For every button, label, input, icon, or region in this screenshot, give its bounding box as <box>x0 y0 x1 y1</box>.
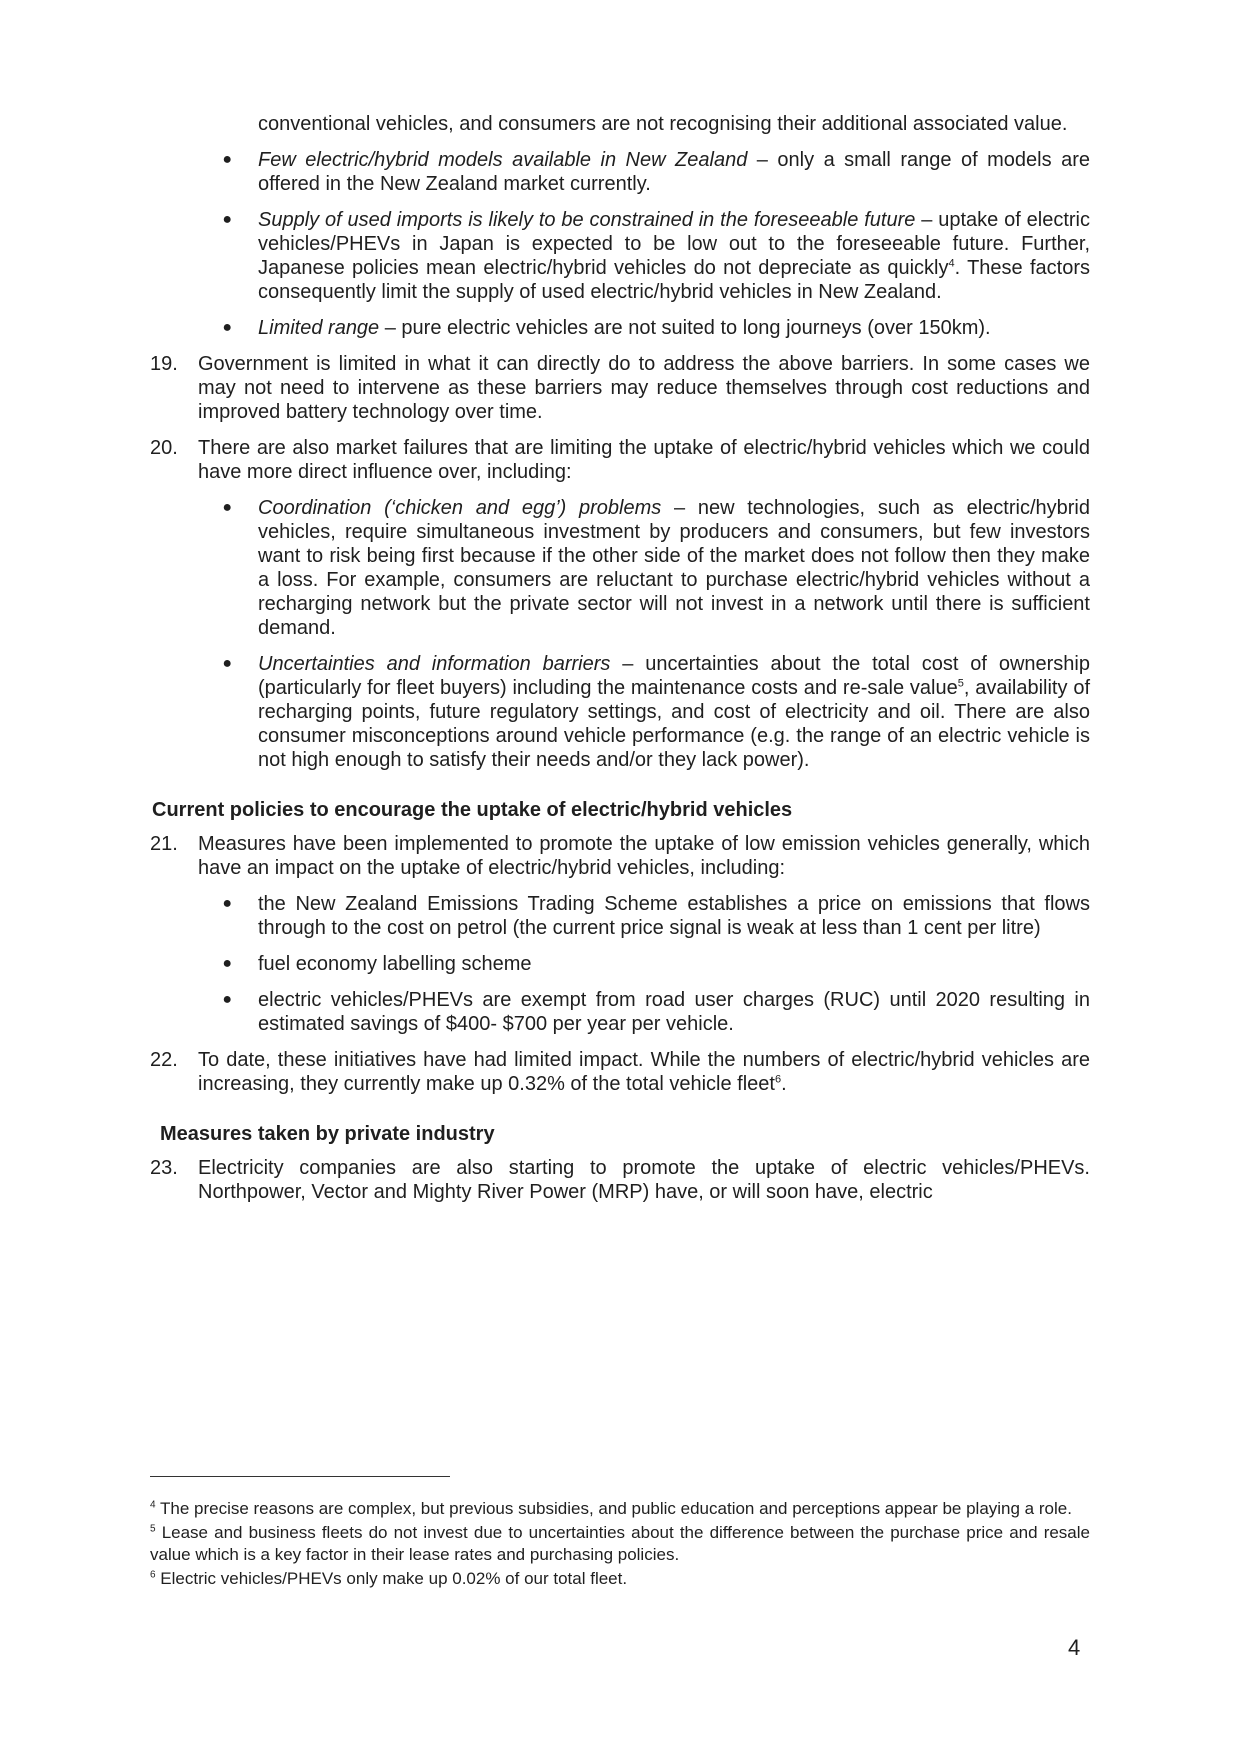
paragraph-text: . <box>781 1073 787 1095</box>
bullet-icon: ● <box>222 991 232 1008</box>
paragraph-text: There are also market failures that are limiting the uptake of electric/hybrid vehicles which we could have more direct influence over, including: <box>198 437 1090 483</box>
bullet-text: conventional vehicles, and consumers are not recognising their additional associated value. <box>258 113 1068 135</box>
bullet-title: Uncertainties and information barriers <box>258 653 611 675</box>
bullet-text: – pure electric vehicles are not suited to long journeys (over 150km). <box>379 317 991 339</box>
footnote-text: The precise reasons are complex, but previous subsidies, and public education and perceptions appear be playing a role. <box>159 1499 1072 1518</box>
section-heading: Current policies to encourage the uptake of electric/hybrid vehicles <box>152 799 793 821</box>
numbered-paragraph <box>150 1048 1090 1096</box>
paragraph-number: 19. <box>150 353 178 375</box>
footnote-number: 5 <box>150 1523 156 1535</box>
page-number: 4 <box>1068 1635 1081 1660</box>
bullet-text: – only a small range of models are offered in the New Zealand market currently. <box>258 149 1090 195</box>
section-heading: Measures taken by private industry <box>160 1123 495 1145</box>
bullet-text: – new technologies, such as electric/hybrid vehicles, require simultaneous investment by producers and consumers, but few investors want to risk being first because if the other side of the market does not follow then they make a loss. For example, consumers are reluctant to purchase electric/hybrid vehicles without a recharging network but the private sector will not invest in a network until there is sufficient demand. <box>258 497 1090 639</box>
paragraph-text: Measures have been implemented to promote the uptake of low emission vehicles generally, which have an impact on the uptake of electric/hybrid vehicles, including: <box>198 833 1090 879</box>
list-item <box>150 988 1090 1036</box>
bullet-title: Supply of used imports is likely to be constrained in the foreseeable future <box>258 209 916 231</box>
footnote-ref[interactable]: 4 <box>948 257 955 270</box>
list-item <box>150 652 1090 772</box>
paragraph-number: 22. <box>150 1049 178 1071</box>
bullet-text: the New Zealand Emissions Trading Scheme establishes a price on emissions that flows through to the cost on petrol (the current price signal is weak at less than 1 cent per litre) <box>258 893 1090 939</box>
bullet-icon: ● <box>222 499 232 516</box>
numbered-paragraph <box>150 352 1090 424</box>
bullet-text: – uptake of electric vehicles/PHEVs in Japan is expected to be low out to the foreseeable future. Further, Japanese policies mean electric/hybrid vehicles do not depreciate as quickly <box>258 209 1091 279</box>
numbered-paragraph <box>150 1156 1090 1204</box>
list-item <box>150 148 1090 196</box>
list-item <box>150 208 1090 304</box>
footnote-ref[interactable]: 5 <box>957 677 964 690</box>
bullet-icon: ● <box>222 319 232 336</box>
bullet-text: – uncertainties about the total cost of ownership (particularly for fleet buyers) including the maintenance costs and re-sale value <box>258 653 1090 699</box>
footnote-text: Lease and business fleets do not invest due to uncertainties about the difference between the purchase price and resale value which is a key factor in their lease rates and purchasing policies. <box>150 1523 1090 1564</box>
footnote-number: 6 <box>150 1569 156 1581</box>
bullet-icon: ● <box>222 211 232 228</box>
paragraph-text: Electricity companies are also starting to promote the uptake of electric vehicles/PHEVs. Northpower, Vector and Mighty River Power (MRP) have, or will soon have, electric <box>198 1157 1090 1203</box>
numbered-paragraph <box>150 832 1090 880</box>
list-item <box>150 892 1090 940</box>
bullet-text: . These factors consequently limit the supply of used electric/hybrid vehicles in New Zealand. <box>258 257 1090 303</box>
bullet-icon: ● <box>222 955 232 972</box>
page-content <box>150 112 1090 1216</box>
footnote <box>150 1568 1090 1590</box>
bullet-text: electric vehicles/PHEVs are exempt from road user charges (RUC) until 2020 resulting in estimated savings of $400- $700 per year per vehicle. <box>258 989 1090 1035</box>
bullet-text: fuel economy labelling scheme <box>258 953 532 975</box>
bullet-icon: ● <box>222 151 232 168</box>
footnote-divider <box>150 1476 450 1477</box>
paragraph-number: 23. <box>150 1157 178 1179</box>
numbered-paragraph <box>150 436 1090 484</box>
footnote <box>150 1522 1090 1566</box>
list-item <box>150 496 1090 640</box>
bullet-icon: ● <box>222 895 232 912</box>
footnotes <box>150 1498 1090 1592</box>
list-item <box>150 316 1090 340</box>
paragraph-text: Government is limited in what it can directly do to address the above barriers. In some cases we may not need to intervene as these barriers may reduce themselves through cost reductions and improved battery technology over time. <box>198 353 1090 423</box>
list-item <box>150 952 1090 976</box>
bullet-text: , availability of recharging points, future regulatory settings, and cost of electricity and oil. There are also consumer misconceptions around vehicle performance (e.g. the range of an electric vehicle is not high enough to satisfy their needs and/or they lack power). <box>258 677 1090 771</box>
footnote-text: Electric vehicles/PHEVs only make up 0.02% of our total fleet. <box>160 1569 628 1588</box>
paragraph-number: 20. <box>150 437 178 459</box>
bullet-title: Limited range <box>258 317 380 339</box>
paragraph-text: To date, these initiatives have had limited impact. While the numbers of electric/hybrid vehicles are increasing, they currently make up 0.32% of the total vehicle fleet <box>198 1049 1090 1095</box>
footnote-number: 4 <box>150 1499 156 1511</box>
continued-bullet <box>150 112 1090 136</box>
footnote-ref[interactable]: 6 <box>774 1073 782 1086</box>
bullet-title: Coordination (‘chicken and egg’) problems <box>258 497 662 519</box>
footnote <box>150 1498 1090 1520</box>
bullet-icon: ● <box>222 655 232 672</box>
bullet-title: Few electric/hybrid models available in New Zealand <box>258 149 748 171</box>
paragraph-number: 21. <box>150 833 178 855</box>
